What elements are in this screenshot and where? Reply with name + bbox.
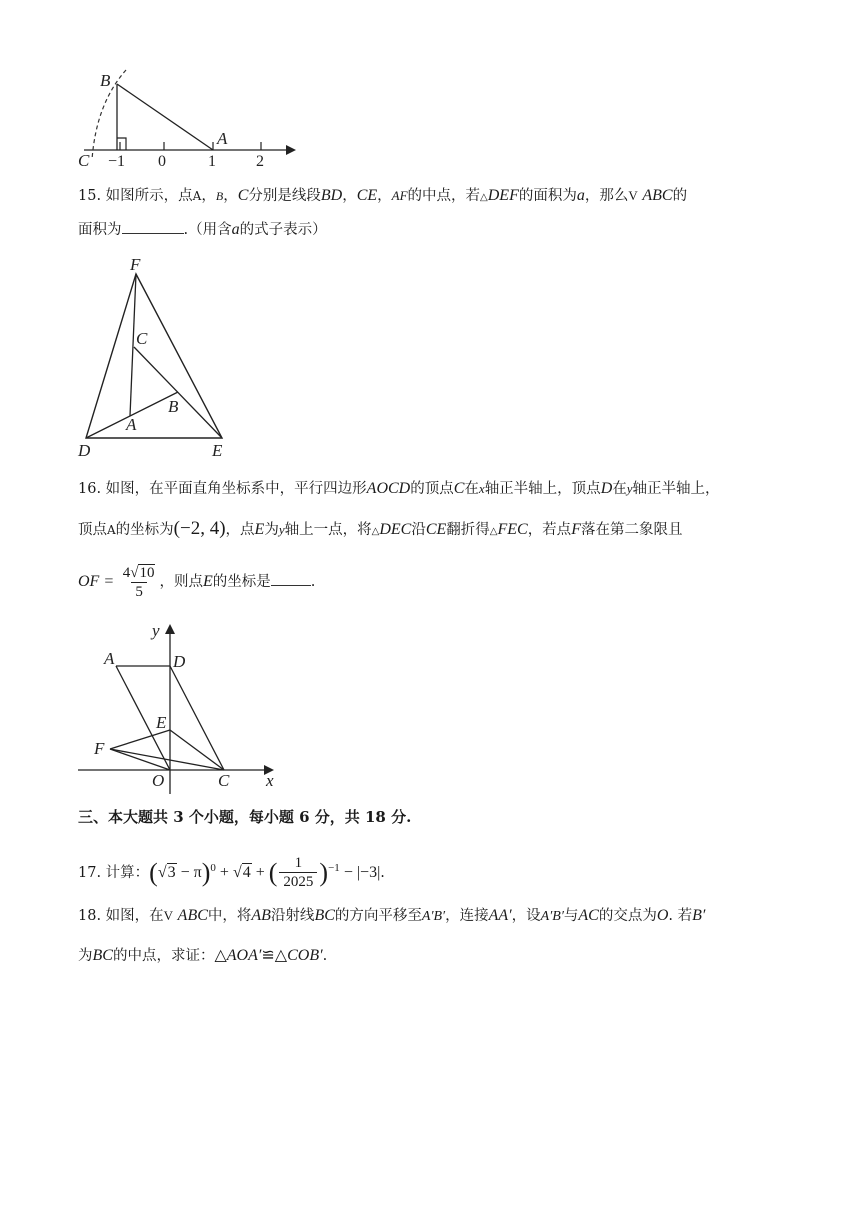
label-d: D	[78, 441, 91, 460]
label-f: F	[94, 739, 105, 758]
tick-label-2: 2	[256, 153, 264, 170]
fraction-2025: $\frac{1}{2025}$	[279, 854, 317, 891]
question-16-line-3: OF = $\frac{4√10}{5}$ ，则点E的坐标是 .	[78, 564, 316, 600]
section-heading: 三、本大题共 3 个小题，每小题 6 分，共 18 分.	[78, 808, 412, 826]
label-b: B	[168, 397, 179, 416]
label-b: B	[100, 71, 111, 90]
figure-coordinate-plane	[74, 620, 284, 800]
question-15-line-2: 面积为 .（用含a的式子表示）	[78, 221, 327, 238]
fraction-of: $\frac{4√10}{5}$	[122, 564, 155, 600]
label-d: D	[173, 652, 186, 671]
question-18-line-2: 为BC的中点，求证：△AOA′≌△COB′.	[78, 947, 328, 964]
label-c: C	[78, 151, 90, 170]
label-f: F	[130, 255, 141, 274]
label-a: A	[126, 415, 137, 434]
label-x-axis: x	[266, 771, 274, 790]
label-a: A	[104, 649, 115, 668]
question-16-line-1: 16. 如图，在平面直角坐标系中，平行四边形AOCD的顶点C在x轴正半轴上，顶点D在y轴正半轴上，	[78, 480, 720, 497]
answer-blank-15[interactable]	[122, 219, 184, 234]
label-a: A	[217, 129, 228, 148]
question-16-line-2: 顶点A的坐标为(−2, 4)，点E为y轴上一点，将△DEC沿CE翻折得△FEC，若点F落在第二象限且	[78, 518, 683, 539]
question-18-line-1: 18. 如图，在V ABC中，将AB沿射线BC的方向平移至A′B′，连接AA′，设A′B′与AC的交点为O. 若B′	[78, 907, 706, 924]
tick-label-0: 0	[158, 153, 166, 170]
label-e: E	[156, 713, 167, 732]
label-o: O	[152, 771, 165, 790]
question-15-line-1: 15. 如图所示，点A，B，C分别是线段BD，CE，AF的中点，若△DEF的面积为a，那么V ABC的	[78, 187, 688, 204]
figure-number-line	[74, 64, 304, 174]
answer-blank-16[interactable]	[271, 571, 311, 586]
tick-label-1: 1	[208, 153, 216, 170]
label-e: E	[212, 441, 223, 460]
tick-label-neg1: −1	[108, 153, 126, 170]
question-17: 17. 计算：$(√3 - \pi)^0 + √4$ + ( $\frac{1}{2025}$ )$^{-1}$ − |−3|.	[78, 855, 385, 891]
label-c: C	[136, 329, 148, 348]
label-y-axis: y	[152, 621, 160, 640]
figure-triangle-def	[74, 256, 244, 466]
label-c: C	[218, 771, 230, 790]
